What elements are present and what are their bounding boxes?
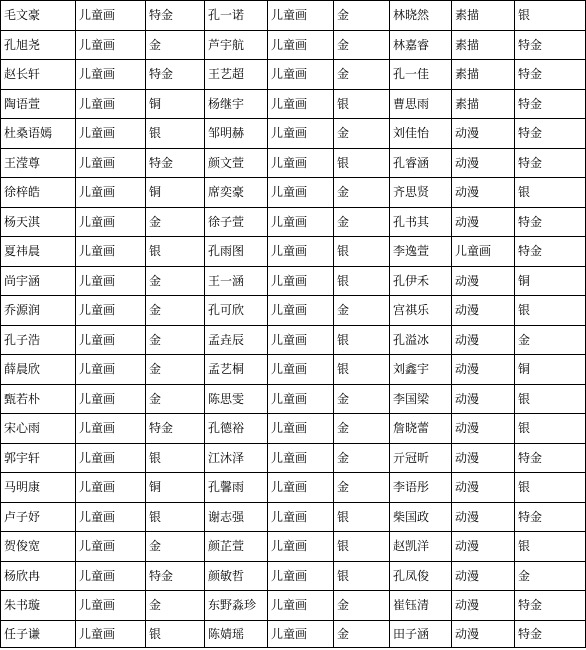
category-cell: 动漫 — [452, 591, 515, 621]
category-cell: 动漫 — [452, 325, 515, 355]
student-name-cell: 刘鑫宇 — [390, 355, 452, 385]
table-row — [1, 620, 586, 647]
category-cell: 儿童画 — [268, 89, 334, 119]
student-name-cell: 齐思贤 — [390, 178, 452, 208]
award-cell: 金 — [334, 119, 390, 149]
student-name-cell: 薛晨欣 — [1, 355, 76, 385]
category-cell: 儿童画 — [76, 60, 146, 90]
category-cell: 儿童画 — [268, 207, 334, 237]
student-name-cell: 徐梓皓 — [1, 178, 76, 208]
award-cell: 金 — [334, 443, 390, 473]
award-cell: 银 — [146, 620, 205, 647]
student-name-cell: 孔子浩 — [1, 325, 76, 355]
award-cell: 特金 — [146, 561, 205, 591]
category-cell: 儿童画 — [268, 473, 334, 503]
category-cell: 儿童画 — [76, 1, 146, 31]
category-cell: 素描 — [452, 89, 515, 119]
category-cell: 儿童画 — [76, 237, 146, 267]
award-cell: 特金 — [515, 119, 586, 149]
category-cell: 儿童画 — [76, 325, 146, 355]
table-row — [1, 502, 586, 532]
student-name-cell: 宋心雨 — [1, 414, 76, 444]
student-name-cell: 王一涵 — [205, 266, 268, 296]
student-name-cell: 杨欣冉 — [1, 561, 76, 591]
category-cell: 儿童画 — [268, 148, 334, 178]
student-name-cell: 颜芷萱 — [205, 532, 268, 562]
student-name-cell: 曹思雨 — [390, 89, 452, 119]
award-cell: 银 — [334, 561, 390, 591]
category-cell: 动漫 — [452, 620, 515, 647]
award-cell: 特金 — [515, 620, 586, 647]
student-name-cell: 孔旭尧 — [1, 30, 76, 60]
award-cell: 金 — [334, 414, 390, 444]
category-cell: 儿童画 — [76, 591, 146, 621]
table-body — [1, 1, 586, 648]
category-cell: 动漫 — [452, 561, 515, 591]
award-cell: 特金 — [515, 60, 586, 90]
award-cell: 铜 — [515, 266, 586, 296]
award-cell: 金 — [334, 178, 390, 208]
student-name-cell: 陶语萱 — [1, 89, 76, 119]
category-cell: 动漫 — [452, 473, 515, 503]
award-cell: 金 — [334, 60, 390, 90]
award-cell: 金 — [146, 325, 205, 355]
category-cell: 动漫 — [452, 296, 515, 326]
student-name-cell: 孔书其 — [390, 207, 452, 237]
student-name-cell: 李逸萱 — [390, 237, 452, 267]
student-name-cell: 王滢尊 — [1, 148, 76, 178]
category-cell: 儿童画 — [76, 532, 146, 562]
award-cell: 特金 — [515, 502, 586, 532]
table-row — [1, 178, 586, 208]
category-cell: 儿童画 — [268, 237, 334, 267]
student-name-cell: 孔睿涵 — [390, 148, 452, 178]
student-name-cell: 朱书璇 — [1, 591, 76, 621]
student-name-cell: 陈思雯 — [205, 384, 268, 414]
category-cell: 儿童画 — [268, 443, 334, 473]
student-name-cell: 林嘉睿 — [390, 30, 452, 60]
award-cell: 特金 — [146, 414, 205, 444]
award-cell: 金 — [515, 561, 586, 591]
award-cell: 铜 — [146, 178, 205, 208]
table-row — [1, 355, 586, 385]
award-cell: 银 — [515, 532, 586, 562]
student-name-cell: 江沐泽 — [205, 443, 268, 473]
table-row — [1, 237, 586, 267]
category-cell: 儿童画 — [268, 502, 334, 532]
award-cell: 金 — [334, 473, 390, 503]
award-cell: 银 — [515, 296, 586, 326]
category-cell: 儿童画 — [268, 561, 334, 591]
award-cell: 特金 — [515, 443, 586, 473]
category-cell: 动漫 — [452, 119, 515, 149]
student-name-cell: 卢子妤 — [1, 502, 76, 532]
student-name-cell: 杨天淇 — [1, 207, 76, 237]
category-cell: 儿童画 — [76, 473, 146, 503]
award-cell: 金 — [334, 620, 390, 647]
category-cell: 儿童画 — [76, 414, 146, 444]
award-cell: 银 — [146, 119, 205, 149]
student-name-cell: 李语彤 — [390, 473, 452, 503]
student-name-cell: 颜文萱 — [205, 148, 268, 178]
table-row — [1, 119, 586, 149]
award-cell: 银 — [515, 178, 586, 208]
award-cell: 银 — [334, 502, 390, 532]
award-cell: 银 — [146, 502, 205, 532]
award-cell: 金 — [146, 591, 205, 621]
category-cell: 素描 — [452, 60, 515, 90]
student-name-cell: 柴国政 — [390, 502, 452, 532]
award-cell: 银 — [515, 1, 586, 31]
award-cell: 银 — [146, 237, 205, 267]
award-cell: 金 — [146, 296, 205, 326]
category-cell: 儿童画 — [76, 296, 146, 326]
category-cell: 儿童画 — [76, 89, 146, 119]
category-cell: 动漫 — [452, 502, 515, 532]
category-cell: 动漫 — [452, 207, 515, 237]
table-row — [1, 89, 586, 119]
award-cell: 金 — [334, 384, 390, 414]
student-name-cell: 郭宇轩 — [1, 443, 76, 473]
category-cell: 儿童画 — [76, 561, 146, 591]
category-cell: 儿童画 — [76, 119, 146, 149]
table-row — [1, 532, 586, 562]
student-name-cell: 颜敏哲 — [205, 561, 268, 591]
category-cell: 动漫 — [452, 148, 515, 178]
award-cell: 金 — [146, 30, 205, 60]
category-cell: 儿童画 — [268, 119, 334, 149]
category-cell: 儿童画 — [268, 1, 334, 31]
award-cell: 金 — [146, 532, 205, 562]
category-cell: 儿童画 — [268, 384, 334, 414]
student-name-cell: 甄若朴 — [1, 384, 76, 414]
category-cell: 儿童画 — [76, 148, 146, 178]
award-cell: 特金 — [515, 207, 586, 237]
award-cell: 银 — [515, 414, 586, 444]
table-row — [1, 384, 586, 414]
award-cell: 铜 — [515, 355, 586, 385]
student-name-cell: 东野淼珍 — [205, 591, 268, 621]
award-cell: 金 — [146, 207, 205, 237]
award-cell: 金 — [334, 207, 390, 237]
student-name-cell: 孔雨图 — [205, 237, 268, 267]
category-cell: 儿童画 — [76, 178, 146, 208]
student-name-cell: 杜桑语嫣 — [1, 119, 76, 149]
award-cell: 特金 — [146, 148, 205, 178]
category-cell: 素描 — [452, 1, 515, 31]
award-cell: 特金 — [515, 148, 586, 178]
category-cell: 儿童画 — [268, 178, 334, 208]
category-cell: 动漫 — [452, 355, 515, 385]
student-name-cell: 毛文豪 — [1, 1, 76, 31]
award-cell: 金 — [146, 384, 205, 414]
table-row — [1, 207, 586, 237]
table-row — [1, 443, 586, 473]
award-cell: 银 — [334, 237, 390, 267]
category-cell: 儿童画 — [76, 384, 146, 414]
award-cell: 特金 — [146, 1, 205, 31]
student-name-cell: 田子涵 — [390, 620, 452, 647]
student-name-cell: 尚宇涵 — [1, 266, 76, 296]
student-name-cell: 詹晓蕾 — [390, 414, 452, 444]
student-name-cell: 芦宇航 — [205, 30, 268, 60]
student-name-cell: 崔钰清 — [390, 591, 452, 621]
table-row — [1, 148, 586, 178]
award-cell: 特金 — [515, 591, 586, 621]
award-cell: 银 — [334, 266, 390, 296]
student-name-cell: 林晓然 — [390, 1, 452, 31]
student-name-cell: 王艺超 — [205, 60, 268, 90]
award-cell: 特金 — [515, 89, 586, 119]
student-name-cell: 谢志强 — [205, 502, 268, 532]
category-cell: 儿童画 — [76, 502, 146, 532]
award-cell: 铜 — [146, 89, 205, 119]
category-cell: 动漫 — [452, 414, 515, 444]
award-cell: 银 — [515, 384, 586, 414]
student-name-cell: 乔源润 — [1, 296, 76, 326]
table-row — [1, 473, 586, 503]
student-name-cell: 赵长轩 — [1, 60, 76, 90]
category-cell: 儿童画 — [268, 60, 334, 90]
category-cell: 儿童画 — [268, 414, 334, 444]
student-name-cell: 李国梁 — [390, 384, 452, 414]
award-cell: 银 — [334, 532, 390, 562]
award-cell: 银 — [334, 355, 390, 385]
student-name-cell: 徐子萱 — [205, 207, 268, 237]
table-row — [1, 1, 586, 31]
category-cell: 儿童画 — [76, 266, 146, 296]
table-row — [1, 325, 586, 355]
table-row — [1, 561, 586, 591]
table-row — [1, 266, 586, 296]
table-row — [1, 296, 586, 326]
student-name-cell: 邹明赫 — [205, 119, 268, 149]
category-cell: 儿童画 — [76, 355, 146, 385]
category-cell: 素描 — [452, 30, 515, 60]
category-cell: 儿童画 — [76, 30, 146, 60]
table-row — [1, 414, 586, 444]
category-cell: 动漫 — [452, 532, 515, 562]
student-name-cell: 孔馨雨 — [205, 473, 268, 503]
table-row — [1, 60, 586, 90]
award-cell: 银 — [334, 89, 390, 119]
award-cell: 银 — [146, 443, 205, 473]
award-cell: 金 — [334, 30, 390, 60]
category-cell: 儿童画 — [268, 591, 334, 621]
award-cell: 铜 — [146, 473, 205, 503]
award-cell: 金 — [146, 355, 205, 385]
category-cell: 儿童画 — [76, 207, 146, 237]
category-cell: 儿童画 — [268, 355, 334, 385]
student-name-cell: 贺俊宽 — [1, 532, 76, 562]
student-name-cell: 孔一佳 — [390, 60, 452, 90]
category-cell: 动漫 — [452, 384, 515, 414]
student-name-cell: 孔溢冰 — [390, 325, 452, 355]
student-name-cell: 孔可欣 — [205, 296, 268, 326]
award-cell: 银 — [334, 148, 390, 178]
category-cell: 儿童画 — [76, 620, 146, 647]
student-name-cell: 宫祺乐 — [390, 296, 452, 326]
award-cell: 金 — [334, 296, 390, 326]
student-name-cell: 孔德裕 — [205, 414, 268, 444]
award-cell: 银 — [334, 325, 390, 355]
category-cell: 儿童画 — [268, 266, 334, 296]
category-cell: 儿童画 — [268, 296, 334, 326]
student-name-cell: 亓冠昕 — [390, 443, 452, 473]
student-name-cell: 孟艺桐 — [205, 355, 268, 385]
student-name-cell: 席奕豪 — [205, 178, 268, 208]
student-name-cell: 马明康 — [1, 473, 76, 503]
award-cell: 特金 — [515, 30, 586, 60]
category-cell: 动漫 — [452, 443, 515, 473]
award-cell: 金 — [146, 266, 205, 296]
student-name-cell: 孔一诺 — [205, 1, 268, 31]
student-name-cell: 任子谦 — [1, 620, 76, 647]
category-cell: 儿童画 — [452, 237, 515, 267]
category-cell: 儿童画 — [268, 620, 334, 647]
student-name-cell: 孔凤俊 — [390, 561, 452, 591]
category-cell: 动漫 — [452, 266, 515, 296]
award-cell: 银 — [515, 473, 586, 503]
student-name-cell: 孔伊禾 — [390, 266, 452, 296]
category-cell: 儿童画 — [268, 325, 334, 355]
table-row — [1, 591, 586, 621]
award-cell: 特金 — [515, 237, 586, 267]
category-cell: 儿童画 — [76, 443, 146, 473]
student-name-cell: 孟垚辰 — [205, 325, 268, 355]
category-cell: 动漫 — [452, 178, 515, 208]
award-cell: 特金 — [146, 60, 205, 90]
category-cell: 儿童画 — [268, 532, 334, 562]
student-name-cell: 夏祎晨 — [1, 237, 76, 267]
student-name-cell: 赵凯洋 — [390, 532, 452, 562]
student-name-cell: 刘佳怡 — [390, 119, 452, 149]
award-cell: 金 — [334, 591, 390, 621]
category-cell: 儿童画 — [268, 30, 334, 60]
table-row — [1, 30, 586, 60]
award-cell: 金 — [515, 325, 586, 355]
award-cell: 金 — [334, 1, 390, 31]
student-name-cell: 陈婧瑶 — [205, 620, 268, 647]
student-name-cell: 杨继宇 — [205, 89, 268, 119]
